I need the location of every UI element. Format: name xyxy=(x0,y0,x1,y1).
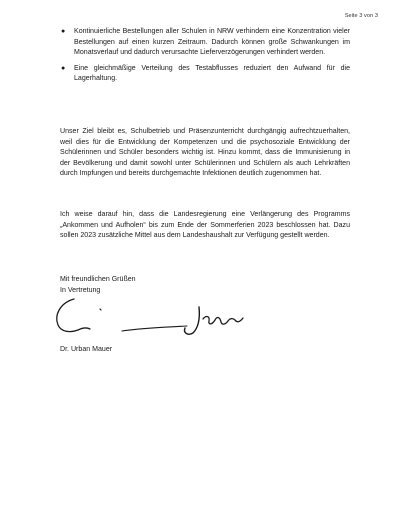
page-number: Seite 3 von 3 xyxy=(344,13,378,19)
signer-name: Dr. Urban Mauer xyxy=(60,346,113,353)
closing-on-behalf: In Vertretung xyxy=(60,286,101,294)
bullet-icon: ● xyxy=(61,64,66,72)
closing-block xyxy=(60,275,136,296)
handwritten-signature-icon xyxy=(52,297,262,337)
bullet-text: Eine gleichmäßige Verteilung des Testabflusses reduziert den Aufwand für die Lagerhaltung. xyxy=(74,64,350,82)
bullet-list xyxy=(60,27,350,90)
bullet-item xyxy=(60,27,350,59)
bullet-item xyxy=(60,64,350,85)
paragraph-program: Ich weise darauf hin, dass die Landesregierung eine Verlängerung des Programms „Ankommen und Aufholen“ bis zum Ende der Sommerferien 2023 beschlossen hat. Dazu sollen 2023 zusätzliche Mittel aus dem Landeshaushalt zur Verfügung gestellt werden. xyxy=(60,211,350,239)
closing-greeting: Mit freundlichen Grüßen xyxy=(60,276,136,283)
bullet-text: Kontinuierliche Bestellungen aller Schulen in NRW verhindern eine Konzentration vieler Bestellungen auf einen kurzen Zeitraum. Dadurch können große Schwankungen im Monatsverlauf und dadurch verursachte Lieferverzögerungen verhindert werden. xyxy=(74,28,350,56)
bullet-icon: ● xyxy=(61,28,66,35)
paragraph-goal: Unser Ziel bleibt es, Schulbetrieb und Präsenzunterricht durchgängig aufrechtzuerhalten, weil dies für die Entwicklung der Kompetenzen und die psychosoziale Entwicklung der Schülerinnen und Schüler besonders wichtig ist. Hinzu kommt, dass die Immunisierung in der Bevölkerung und damit sowohl unter Schülerinnen und Schülern als auch Lehrkräften durch Impfungen und bereits durchgemachte Infektionen deutlich zugenommen hat. xyxy=(60,128,350,177)
